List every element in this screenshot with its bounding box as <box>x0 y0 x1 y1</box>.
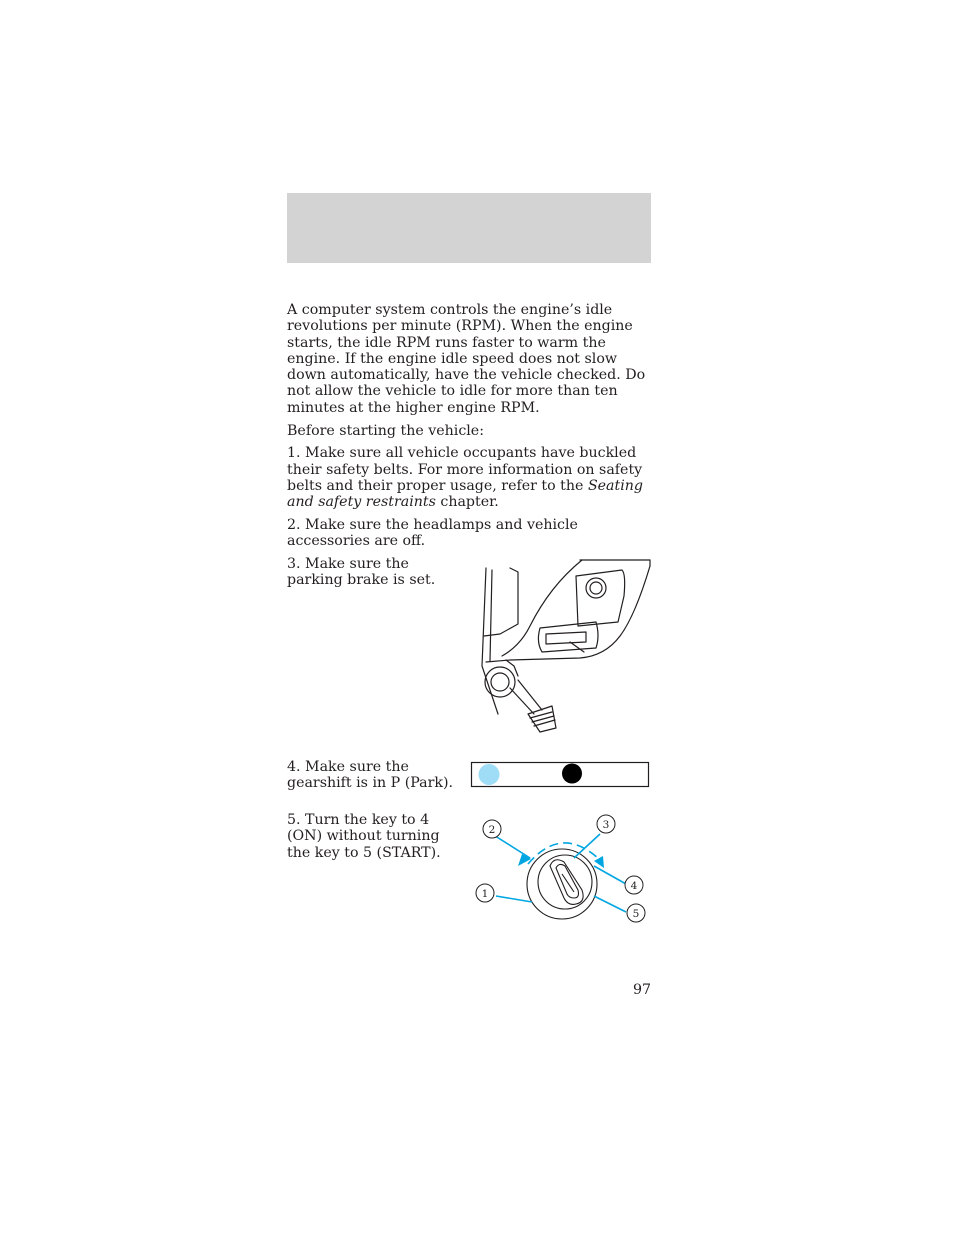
callout-1: 1 <box>481 888 489 900</box>
callout-2: 2 <box>488 824 496 836</box>
step-1 <box>287 445 651 510</box>
intro-paragraph: A computer system controls the engine’s idle revolutions per minute (RPM). When the engine starts, the idle RPM runs faster to warm the engine. If the engine idle speed does not slow down automatically, have the vehicle checked. Do not allow the vehicle to idle for more than ten minutes at the higher engine RPM. <box>287 302 646 416</box>
callout-3: 3 <box>602 819 610 831</box>
callout-4: 4 <box>630 880 638 892</box>
body-text <box>287 302 651 556</box>
rotation-path <box>528 843 600 864</box>
step-1-tail: chapter. <box>435 494 499 511</box>
park-indicator-light <box>479 764 500 785</box>
step-2: 2. Make sure the headlamps and vehicle accessories are off. <box>287 517 578 550</box>
step-4: 4. Make sure the gearshift is in P (Park). <box>287 759 454 792</box>
gear-indicator-illustration <box>470 761 650 789</box>
chapter-header-band <box>287 193 651 263</box>
step-3: 3. Make sure the parking brake is set. <box>287 556 436 589</box>
seating-chapter-reference: Seating and safety restraints <box>287 477 643 511</box>
step-5: 5. Turn the key to 4 (ON) without turning the key to 5 (START). <box>287 812 441 861</box>
before-starting-label: Before starting the vehicle: <box>287 422 484 439</box>
page-number: 97 <box>632 982 651 998</box>
callout-5: 5 <box>632 908 640 920</box>
rotation-arrow-left <box>518 854 531 866</box>
step-1-text: 1. Make sure all vehicle occupants have buckled their safety belts. For more information on safety belts and their proper usage, refer to the <box>287 445 643 494</box>
ignition-switch-illustration <box>470 810 652 926</box>
parking-brake-illustration <box>470 556 652 740</box>
gear-indicator-dot <box>562 764 582 784</box>
